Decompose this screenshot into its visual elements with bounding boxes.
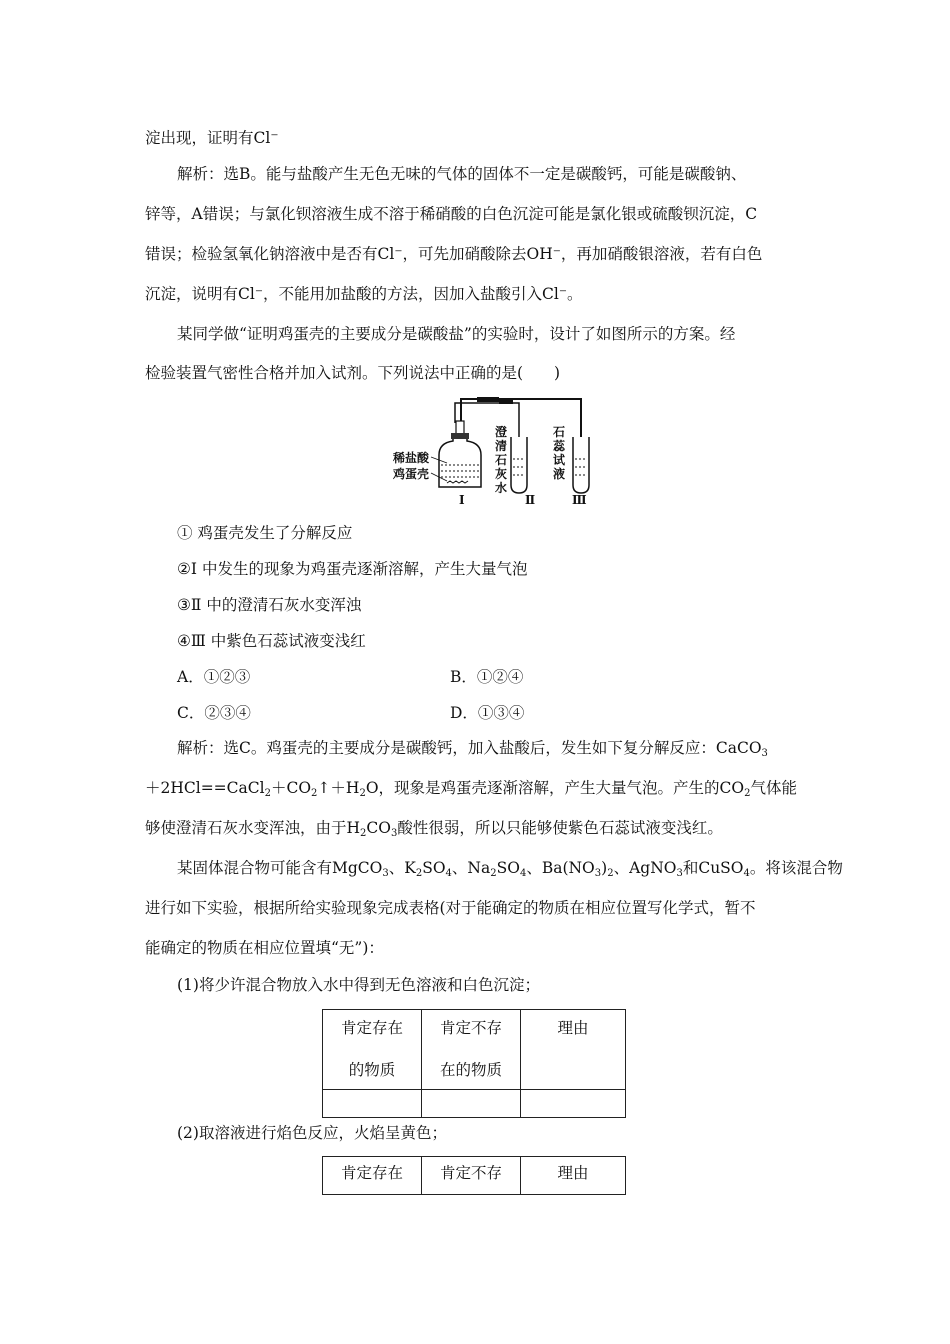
label-vessel-iii: Ⅲ [572,493,587,507]
table2-header-reason: 理由 [521,1157,626,1195]
table1-cell-absent[interactable] [422,1090,521,1118]
apparatus-figure [395,397,595,513]
table2-header-absent: 肯定不存 [422,1157,521,1195]
option-c: C．②③④ [177,704,251,722]
analysis1-line1: 解析：选B。能与盐酸产生无色无味的气体的固体不一定是碳酸钙，可能是碳酸钠、 [177,165,747,183]
question3-line2: 进行如下实验，根据所给实验现象完成表格(对于能确定的物质在相应位置写化学式，暂不 [145,899,756,917]
table1-header-reason: 理由 [521,1010,626,1090]
table1-cell-present[interactable] [323,1090,422,1118]
statement-3: ③Ⅱ 中的澄清石灰水变浑浊 [177,596,362,614]
question3-line1: 某固体混合物可能含有MgCO$_3$、$K_2SO_4$、$Na_2SO_4$、$Ba(NO_3)_2$、AgNO$_3$和CuSO$_4$。将该混合物 [177,859,843,879]
question2-line1: 某同学做“证明鸡蛋壳的主要成分是碳酸盐”的实验时，设计了如图所示的方案。经 [177,325,736,343]
answer-table-1 [322,1009,626,1118]
statement-4: ④Ⅲ 中紫色石蕊试液变浅红 [177,632,366,650]
label-vessel-i: Ⅰ [459,493,465,507]
analysis2-line2: $+2HCl==CaCl_2+CO_2↑+H_2O$，现象是鸡蛋壳逐渐溶解，产生大量气泡。产生的$CO_2$气体能 [145,779,797,799]
label-limewater: 澄清石灰水 [495,425,508,495]
table1-header-absent: 肯定不存 在的物质 [422,1010,521,1090]
label-litmus: 石蕊试液 [553,425,566,481]
continued-line: 淀出现，证明有Cl⁻ [145,129,279,147]
option-a: A．①②③ [177,668,251,686]
question3-part1: (1)将少许混合物放入水中得到无色溶液和白色沉淀； [177,976,540,994]
analysis2-line3: 够使澄清石灰水变浑浊，由于$H_2CO_3$酸性很弱，所以只能够使紫色石蕊试液变浅红。 [145,819,723,839]
option-d: D．①③④ [450,704,525,722]
table1-cell-reason[interactable] [521,1090,626,1118]
question3-part2: (2)取溶液进行焰色反应，火焰呈黄色； [177,1124,447,1142]
question2-line2: 检验装置气密性合格并加入试剂。下列说法中正确的是( ) [145,364,561,382]
answer-table-2 [322,1156,626,1195]
label-eggshell: 鸡蛋壳 [393,467,430,481]
analysis1-line2: 锌等，A错误；与氯化钡溶液生成不溶于稀硝酸的白色沉淀可能是氯化银或硫酸钡沉淀，C [145,205,758,223]
analysis1-line3: 错误；检验氢氧化钠溶液中是否有Cl⁻，可先加硝酸除去OH⁻，再加硝酸银溶液，若有白色 [145,245,763,263]
option-b: B．①②④ [450,668,524,686]
question3-line3: 能确定的物质在相应位置填“无”)： [145,939,384,957]
label-vessel-ii: Ⅱ [525,493,536,507]
label-dilute-hcl: 稀盐酸 [393,451,430,465]
table1-header-present: 肯定存在 的物质 [323,1010,422,1090]
table2-header-present: 肯定存在 [323,1157,422,1195]
statement-1: ① 鸡蛋壳发生了分解反应 [177,524,353,542]
analysis1-line4: 沉淀，说明有Cl⁻，不能用加盐酸的方法，因加入盐酸引入Cl⁻。 [145,285,583,303]
statement-2: ②Ⅰ 中发生的现象为鸡蛋壳逐渐溶解，产生大量气泡 [177,560,528,578]
analysis2-line1: 解析：选C。鸡蛋壳的主要成分是碳酸钙，加入盐酸后，发生如下复分解反应：CaCO$_3$ [177,739,768,759]
